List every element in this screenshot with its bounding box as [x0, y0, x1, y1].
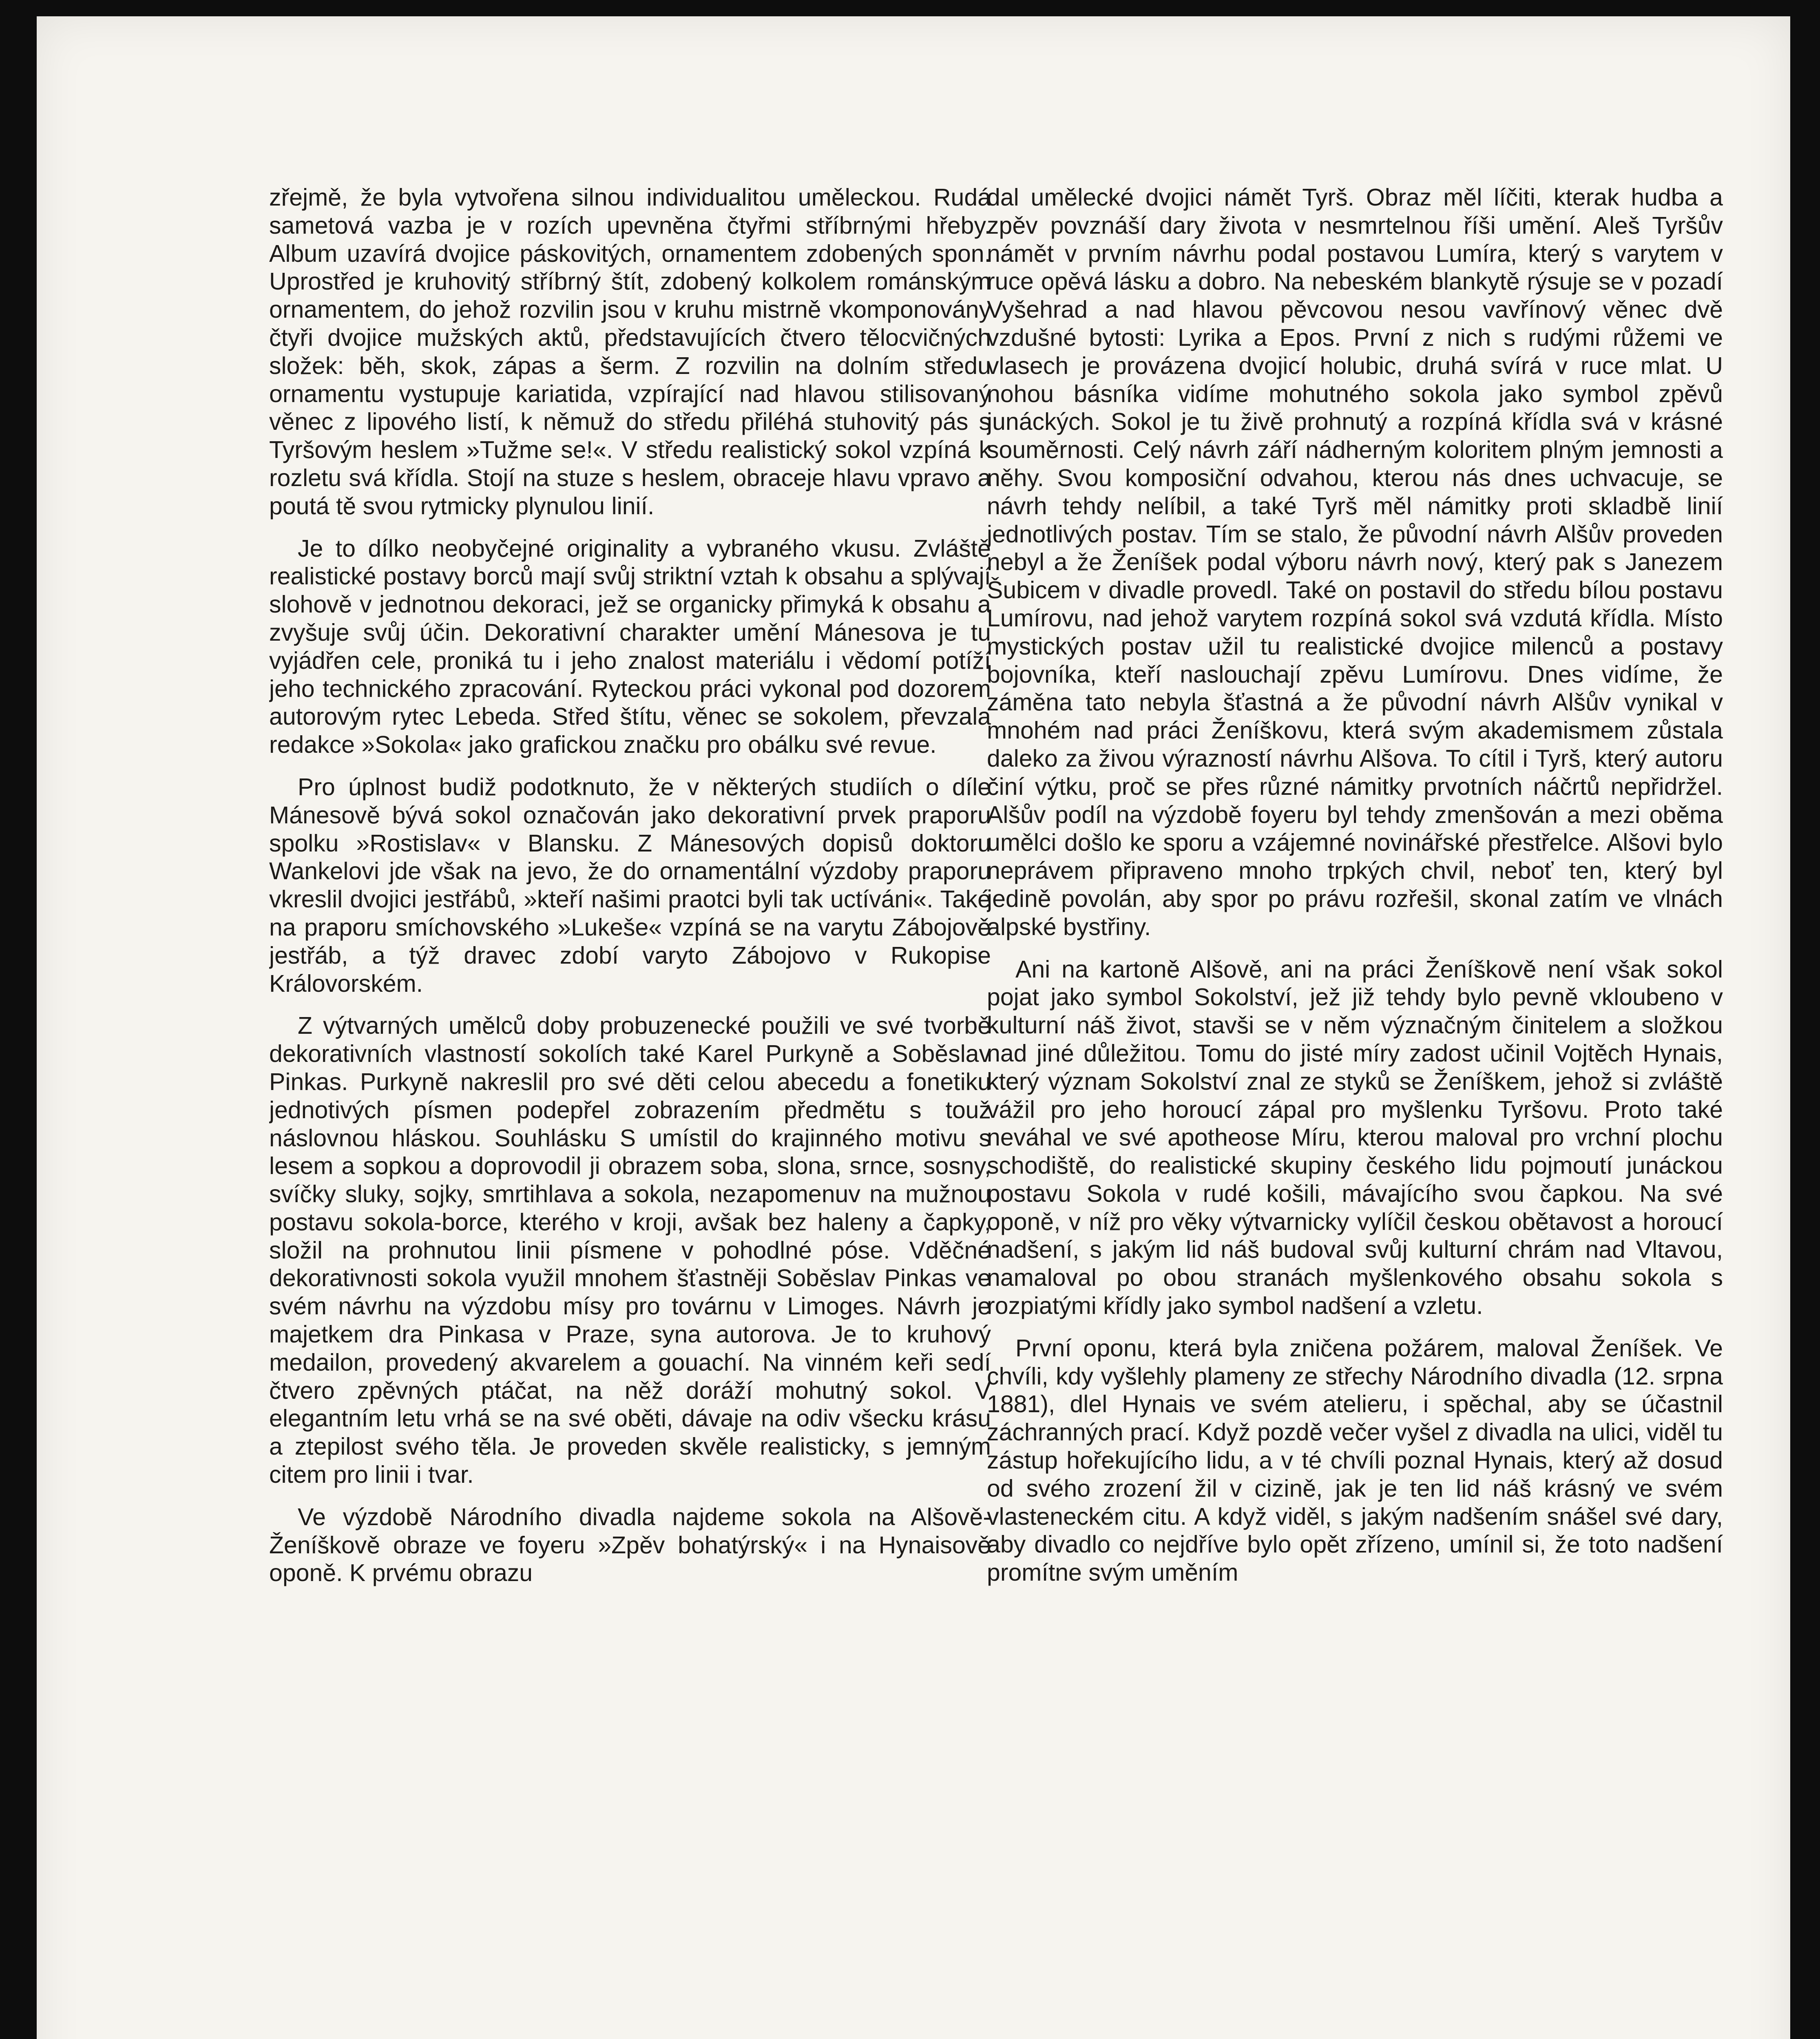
paragraph: zřejmě, že byla vytvořena silnou individualitou uměleckou. Rudá sametová vazba je v rozích upevněna čtyřmi stříbrnými hřeby. Album uzavírá dvojice páskovitých, ornamentem zdobených spon. Uprostřed je kruhovitý stříbrný štít, zdobený kolkolem románským ornamentem, do jehož rozvilin jsou v kruhu mistrně vkomponovány čtyři dvojice mužských aktů, představujících čtvero tělocvičných složek: běh, skok, zápas a šerm. Z rozvilin na dolním středu ornamentu vystupuje kariatida, vzpírající nad hlavou stilisovaný věnec z lipového listí, k němuž do středu přiléhá stuhovitý pás s Tyršovým heslem »Tužme se!«. V středu realistický sokol vzpíná k rozletu svá křídla. Stojí na stuze s heslem, obraceje hlavu vpravo a poutá tě svou rytmicky plynulou linií.: [269, 184, 991, 520]
paragraph: dal umělecké dvojici námět Tyrš. Obraz měl líčiti, kterak hudba a zpěv povznáší dary života v nesmrtelnou říši umění. Aleš Tyršův námět v prvním návrhu podal postavou Lumíra, který s varytem v ruce opěvá lásku a dobro. Na nebeském blankytě rýsuje se v pozadí Vyšehrad a nad hlavou pěvcovou nesou vavřínový věnec dvě vzdušné bytosti: Lyrika a Epos. První z nich s rudými růžemi ve vlasech je provázena dvojicí holubic, druhá svírá v ruce mlat. U nohou básníka vidíme mohutného sokola jako symbol zpěvů junáckých. Sokol je tu živě prohnutý a rozpíná křídla svá v krásné souměrnosti. Celý návrh září nádherným koloritem plným jemnosti a něhy. Svou komposiční odvahou, kterou nás dnes uchvacuje, se návrh tehdy nelíbil, a také Tyrš měl námitky proti skladbě linií jednotlivých postav. Tím se stalo, že původní návrh Alšův proveden nebyl a že Ženíšek podal výboru návrh nový, který pak s Janezem Šubicem v divadle provedl. Také on postavil do středu bílou postavu Lumírovu, nad jehož varytem rozpíná sokol svá vzdutá křídla. Místo mystických postav užil tu realistické dvojice milenců a postavy bojovníka, kteří naslouchají zpěvu Lumírovu. Dnes vidíme, že záměna tato nebyla šťastná a že původní návrh Alšův vynikal v mnohém nad práci Ženíškovu, která svým akademismem zůstala daleko za živou výrazností návrhu Alšova. To cítil i Tyrš, který autoru činí výtku, proč se přes různé námitky prvotních náčrtů nepřidržel. Alšův podíl na výzdobě foyeru byl tehdy zmenšován a mezi oběma umělci došlo ke sporu a vzájemné novinářské přestřelce. Alšovi bylo neprávem připraveno mnoho trpkých chvil, neboť ten, který byl jedině povolán, aby spor po právu rozřešil, skonal zatím ve vlnách alpské bystřiny.: [987, 184, 1723, 940]
left-column: [269, 184, 991, 2035]
paragraph: Je to dílko neobyčejné originality a vybraného vkusu. Zvláště realistické postavy borců mají svůj striktní vztah k obsahu a splývají slohově v jednotnou dekoraci, jež se organicky přimyká k obsahu a zvyšuje svůj účin. Dekorativní charakter umění Mánesova je tu vyjádřen cele, proniká tu i jeho znalost materiálu i vědomí potíží jeho technického zpracování. Ryteckou práci vykonal pod dozorem autorovým rytec Lebeda. Střed štítu, věnec se sokolem, převzala redakce »Sokola« jako grafickou značku pro obálku své revue.: [269, 535, 991, 759]
right-column: [987, 184, 1723, 2035]
paragraph: Ve výzdobě Národního divadla najdeme sokola na Alšově-Ženíškově obraze ve foyeru »Zpěv bohatýrský« i na Hynaisově oponě. K prvému obrazu: [269, 1503, 991, 1587]
book-page: [37, 16, 1790, 2039]
paragraph: Z výtvarných umělců doby probuzenecké použili ve své tvorbě dekorativních vlastností sokolích také Karel Purkyně a Soběslav Pinkas. Purkyně nakreslil pro své děti celou abecedu a fonetiku jednotivých písmen podepřel zobrazením předmětu s touž náslovnou hláskou. Souhlásku S umístil do krajinného motivu s lesem a sopkou a doprovodil ji obrazem soba, slona, srnce, sosny, svíčky sluky, sojky, smrtihlava a sokola, nezapomenuv na mužnou postavu sokola-borce, kterého v kroji, avšak bez haleny a čapky, složil na prohnutou linii písmene v pohodlné póse. Vděčné dekorativnosti sokola využil mnohem šťastněji Soběslav Pinkas ve svém návrhu na výzdobu mísy pro továrnu v Limoges. Návrh je majetkem dra Pinkasa v Praze, syna autorova. Je to kruhový medailon, provedený akvarelem a gouachí. Na vinném keři sedí čtvero zpěvných ptáčat, na něž doráží mohutný sokol. V elegantním letu vrhá se na své oběti, dávaje na odiv všecku krásu a ztepilost svého těla. Je proveden skvěle realisticky, s jemným citem pro linii i tvar.: [269, 1012, 991, 1488]
paragraph: Pro úplnost budiž podotknuto, že v některých studiích o díle Mánesově bývá sokol označován jako dekorativní prvek praporu spolku »Rostislav« v Blansku. Z Mánesových dopisů doktoru Wankelovi jde však na jevo, že do ornamentální výzdoby praporu vkreslil dvojici jestřábů, »kteří našimi praotci byli tak uctíváni«. Také na praporu smíchovského »Lukeše« vzpíná se na varytu Zábojově jestřáb, a týž dravec zdobí varyto Zábojovo v Rukopise Královorském.: [269, 773, 991, 997]
paragraph: První oponu, která byla zničena požárem, maloval Ženíšek. Ve chvíli, kdy vyšlehly plameny ze střechy Národního divadla (12. srpna 1881), dlel Hynais ve svém atelieru, i spěchal, aby se účastnil záchranných prací. Když pozdě večer vyšel z divadla na ulici, viděl tu zástup hořekujícího lidu, a v té chvíli poznal Hynais, který až dosud od svého zrození žil v cizině, jak je ten lid náš krásný ve svém vlasteneckém citu. A když viděl, s jakým nadšením snášel své dary, aby divadlo co nejdříve bylo opět zřízeno, umínil si, že toto nadšení promítne svým uměním: [987, 1334, 1723, 1586]
paragraph: Ani na kartoně Alšově, ani na práci Ženíškově není však sokol pojat jako symbol Sokolství, jež již tehdy bylo pevně vkloubeno v kulturní náš život, stavši se v něm význačným činitelem a složkou nad jiné důležitou. Tomu do jisté míry zadost učinil Vojtěch Hynais, který význam Sokolství znal ze styků se Ženíškem, jehož si zvláště vážil pro jeho horoucí zápal pro myšlenku Tyršovu. Proto také neváhal ve své apotheose Míru, kterou maloval pro vrchní plochu schodiště, do realistické skupiny českého lidu pojmoutí junáckou postavu Sokola v rudé košili, mávajícího svou čapkou. Na své oponě, v níž pro věky výtvarnicky vylíčil českou obětavost a horoucí nadšení, s jakým lid náš budoval svůj kulturní chrám nad Vltavou, namaloval po obou stranách myšlenkového obsahu sokola s rozpiatými křídly jako symbol nadšení a vzletu.: [987, 955, 1723, 1320]
